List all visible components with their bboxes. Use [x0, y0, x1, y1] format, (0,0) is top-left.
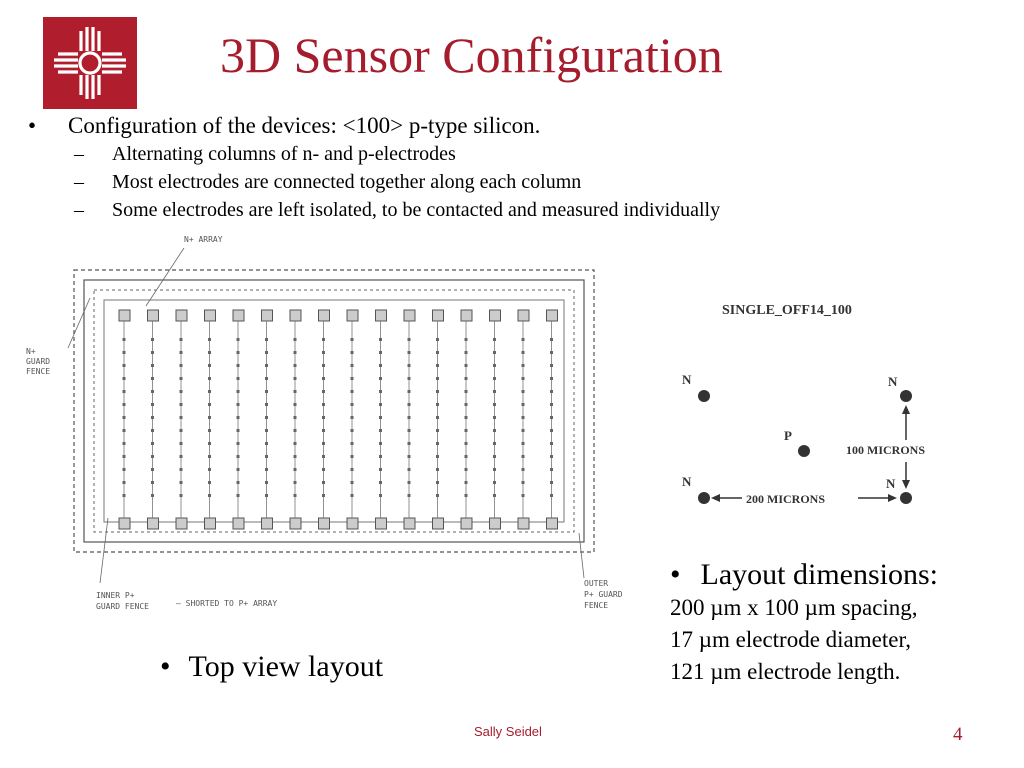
page-title: 3D Sensor Configuration [220, 27, 723, 83]
electrode-spacing-diagram [654, 286, 988, 548]
electrode-dot [208, 494, 211, 497]
electrode-dot [408, 442, 411, 445]
electrode-dot [550, 377, 553, 380]
top-view-caption-text: Top view layout [188, 650, 384, 683]
electrode-dot [379, 351, 382, 354]
electrode-dot [151, 338, 154, 341]
electrode-dot [123, 390, 126, 393]
electrode-dot [465, 481, 468, 484]
electrode-dot [550, 429, 553, 432]
electrode-dot [265, 390, 268, 393]
electrode-dot [265, 442, 268, 445]
bullet-list [28, 112, 1008, 224]
bullet-marker: • [28, 113, 37, 138]
electrode-dot [322, 429, 325, 432]
electrode-dot [493, 442, 496, 445]
electrode-dot [322, 364, 325, 367]
electrode-dot [294, 494, 297, 497]
electrode-dot [436, 455, 439, 458]
electrode-dot [436, 442, 439, 445]
electrode-dot [465, 377, 468, 380]
electrode-dot [294, 338, 297, 341]
sub-bullet [28, 168, 1008, 196]
layout-line: 200 µm x 100 µm spacing, [670, 595, 918, 620]
electrode-dot [180, 455, 183, 458]
electrode-dot [408, 468, 411, 471]
electrode-dot [379, 416, 382, 419]
sub-bullet-text: Some electrodes are left isolated, to be contacted and measured individually [112, 199, 721, 221]
electrode-dot [522, 481, 525, 484]
outer-guard-label-3: FENCE [584, 601, 609, 610]
electrode-dot [322, 377, 325, 380]
electrode-dot [208, 481, 211, 484]
electrode-dot [493, 468, 496, 471]
electrode-dot [180, 351, 183, 354]
electrode-dot [522, 390, 525, 393]
electrode-dot [123, 416, 126, 419]
bond-pad [176, 310, 187, 321]
electrode-dot [408, 338, 411, 341]
electrode-dot [436, 377, 439, 380]
electrode-dot [465, 403, 468, 406]
outer-guard-label-2: P+ GUARD [584, 590, 623, 599]
electrode-dot [465, 442, 468, 445]
sub-bullet-text: Most electrodes are connected together along each column [112, 171, 582, 193]
bond-pad [119, 518, 130, 529]
electrode-dot [180, 338, 183, 341]
sensor-layout-drawing [24, 228, 632, 642]
electrode-dot [408, 481, 411, 484]
electrode-dot [379, 494, 382, 497]
bond-pad [205, 518, 216, 529]
electrode-dot [265, 416, 268, 419]
electrode-dot [208, 377, 211, 380]
electrode-dot [408, 390, 411, 393]
electrode-dot [493, 377, 496, 380]
electrode-dot [522, 455, 525, 458]
electrode-dot [294, 403, 297, 406]
electrode-dot [522, 364, 525, 367]
electrode-n [900, 390, 912, 402]
electrode-dot [379, 390, 382, 393]
electrode-dot [151, 390, 154, 393]
electrode-dot [351, 377, 354, 380]
electrode-dot [322, 481, 325, 484]
electrode-dot [237, 338, 240, 341]
bond-pad [518, 518, 529, 529]
electrode-dot [208, 403, 211, 406]
electrode-dot [265, 338, 268, 341]
electrode-dot [180, 416, 183, 419]
electrode-dot [322, 455, 325, 458]
bond-pad [176, 518, 187, 529]
electrode-dot [237, 429, 240, 432]
electrode-dot [550, 338, 553, 341]
bond-pad [547, 310, 558, 321]
bond-pad [404, 518, 415, 529]
electrode-dot [351, 403, 354, 406]
bond-pad [262, 518, 273, 529]
electrode-dot [151, 364, 154, 367]
bond-pad [433, 518, 444, 529]
electrode-dot [493, 429, 496, 432]
electrode-dot [123, 481, 126, 484]
electrode-dot [379, 364, 382, 367]
electrode-dot [465, 455, 468, 458]
electrode-dot [550, 494, 553, 497]
zia-sun-icon [43, 17, 137, 109]
electrode-dot [294, 442, 297, 445]
electrode-dot [151, 429, 154, 432]
layout-dimensions [670, 558, 1010, 688]
electrode-dot [379, 403, 382, 406]
electrode-dot [522, 338, 525, 341]
electrode-dot [180, 390, 183, 393]
bond-pad [233, 518, 244, 529]
electrode-dot [151, 468, 154, 471]
sub-bullet-text: Alternating columns of n- and p-electrodes [112, 143, 456, 165]
electrode-dot [465, 416, 468, 419]
electrode-n [698, 390, 710, 402]
electrode-dot [493, 416, 496, 419]
electrode-dot [322, 442, 325, 445]
electrode-dot [493, 364, 496, 367]
electrode-dot [465, 429, 468, 432]
electrode-dot [322, 416, 325, 419]
bond-pad [433, 310, 444, 321]
sub-bullet [28, 196, 1008, 224]
electrode-dot [351, 416, 354, 419]
electrode-dot [294, 416, 297, 419]
electrode-dot [294, 455, 297, 458]
electrode-dot [522, 403, 525, 406]
electrode-dot [237, 364, 240, 367]
electrode-dot [522, 377, 525, 380]
electrode-dot [493, 481, 496, 484]
electrode-dot [408, 351, 411, 354]
electrode-dot [294, 390, 297, 393]
inner-guard-label-1: INNER P+ [96, 591, 135, 600]
electrode-dot [351, 494, 354, 497]
electrode-dot [180, 364, 183, 367]
detail-title: SINGLE_OFF14_100 [722, 303, 852, 318]
electrode-dot [465, 364, 468, 367]
bond-pad [319, 310, 330, 321]
bullet-marker: • [160, 650, 171, 683]
bond-pad [376, 518, 387, 529]
electrode-dot [550, 442, 553, 445]
electrode-dot [151, 351, 154, 354]
electrode-dot [522, 429, 525, 432]
electrode-dot [151, 494, 154, 497]
electrode-n [698, 492, 710, 504]
inner-guard-label-2: GUARD FENCE [96, 602, 149, 611]
electrode-dot [123, 364, 126, 367]
electrode-dot [294, 364, 297, 367]
electrode-dot [436, 364, 439, 367]
electrode-dot [379, 429, 382, 432]
electrode-dot [294, 429, 297, 432]
electrode-dot [436, 416, 439, 419]
electrode-dot [151, 442, 154, 445]
electrode-dot [322, 403, 325, 406]
electrode-dot [522, 468, 525, 471]
bond-pad [376, 310, 387, 321]
electrode-dot [379, 468, 382, 471]
electrode-dot [294, 351, 297, 354]
bond-pad [518, 310, 529, 321]
electrode-dot [550, 481, 553, 484]
electrode-dot [550, 364, 553, 367]
horizontal-dim-label: 200 MICRONS [746, 492, 826, 506]
electrode-dot [408, 403, 411, 406]
electrode-dot [265, 377, 268, 380]
bond-pad [547, 518, 558, 529]
electrode-dot [123, 377, 126, 380]
bond-pad [148, 518, 159, 529]
electrode-dot [322, 494, 325, 497]
electrode-dot [151, 377, 154, 380]
layout-line: 121 µm electrode length. [670, 659, 901, 684]
electrode-dot [265, 468, 268, 471]
outer-guard-label-1: OUTER [584, 579, 609, 588]
electrode-dot [208, 390, 211, 393]
electrode-dot [465, 468, 468, 471]
bond-pad [290, 518, 301, 529]
electrode-dot [351, 442, 354, 445]
electrode-dot [436, 351, 439, 354]
electrode-dot [208, 442, 211, 445]
electrode-dot [351, 364, 354, 367]
bullet-main [28, 112, 1008, 140]
electrode-dot [123, 351, 126, 354]
electrode-dot [550, 351, 553, 354]
electrode-dot [208, 364, 211, 367]
n-top-left-label: N [682, 372, 692, 387]
bond-pad [461, 310, 472, 321]
bond-pad [148, 310, 159, 321]
electrode-dot [294, 481, 297, 484]
electrode-dot [550, 468, 553, 471]
n-bottom-right-label: N [886, 476, 896, 491]
electrode-dot [180, 468, 183, 471]
p-center-label: P [784, 428, 792, 443]
electrode-dot [436, 429, 439, 432]
electrode-dot [237, 455, 240, 458]
electrode-dot [322, 351, 325, 354]
electrode-dot [265, 455, 268, 458]
electrode-dot [351, 429, 354, 432]
electrode-dot [436, 403, 439, 406]
electrode-dot [151, 481, 154, 484]
electrode-dot [208, 468, 211, 471]
electrode-dot [522, 442, 525, 445]
layout-heading [670, 558, 1010, 592]
bond-pad [490, 518, 501, 529]
electrode-dot [408, 494, 411, 497]
n-array-label: N+ ARRAY [184, 235, 223, 244]
bond-pad [290, 310, 301, 321]
sub-bullet-marker: – [74, 171, 84, 193]
electrode-dot [522, 351, 525, 354]
n-top-right-label: N [888, 374, 898, 389]
bullet-main-text: Configuration of the devices: <100> p-type silicon. [68, 113, 541, 138]
electrode-dot [522, 494, 525, 497]
electrode-dot [379, 338, 382, 341]
bond-pad [262, 310, 273, 321]
electrode-dot [379, 442, 382, 445]
layout-heading-text: Layout dimensions: [700, 558, 938, 591]
vertical-dim-label: 100 MICRONS [846, 443, 926, 457]
electrode-dot [123, 468, 126, 471]
electrode-dot [237, 351, 240, 354]
electrode-dot [237, 494, 240, 497]
bond-pad [233, 310, 244, 321]
electrode-dot [379, 377, 382, 380]
electrode-n [900, 492, 912, 504]
electrode-dot [550, 390, 553, 393]
shorted-label: — SHORTED TO P+ ARRAY [176, 599, 278, 608]
n-guard-label-1: N+ [26, 347, 36, 356]
electrode-dot [436, 494, 439, 497]
electrode-dot [408, 377, 411, 380]
electrode-dot [408, 364, 411, 367]
bond-pad [347, 518, 358, 529]
electrode-dot [322, 468, 325, 471]
electrode-dot [208, 416, 211, 419]
top-view-sketch [24, 228, 632, 642]
bond-pad [404, 310, 415, 321]
electrode-dot [493, 455, 496, 458]
electrode-dot [436, 481, 439, 484]
electrode-dot [208, 429, 211, 432]
spacing-detail-drawing [654, 286, 988, 548]
electrode-dot [265, 481, 268, 484]
n-guard-label-2: GUARD [26, 357, 51, 366]
electrode-dot [493, 403, 496, 406]
electrode-dot [237, 403, 240, 406]
electrode-dot [208, 455, 211, 458]
electrode-dot [408, 416, 411, 419]
bullet-marker: • [670, 558, 681, 591]
electrode-dot [465, 390, 468, 393]
electrode-dot [180, 442, 183, 445]
bond-pad [205, 310, 216, 321]
electrode-dot [208, 338, 211, 341]
electrode-dot [151, 455, 154, 458]
electrode-dot [436, 338, 439, 341]
bond-pad [347, 310, 358, 321]
electrode-dot [151, 416, 154, 419]
electrode-dot [123, 429, 126, 432]
n-bottom-left-label: N [682, 474, 692, 489]
electrode-dot [123, 494, 126, 497]
electrode-dot [237, 468, 240, 471]
electrode-dot [493, 390, 496, 393]
sub-bullet [28, 140, 1008, 168]
electrode-dot [351, 455, 354, 458]
electrode-dot [408, 455, 411, 458]
electrode-dot [294, 377, 297, 380]
electrode-dot [265, 403, 268, 406]
electrode-dot [379, 455, 382, 458]
electrode-dot [237, 481, 240, 484]
electrode-dot [436, 468, 439, 471]
electrode-dot [123, 403, 126, 406]
sub-bullet-marker: – [74, 143, 84, 165]
bond-pad [319, 518, 330, 529]
electrode-dot [265, 364, 268, 367]
bond-pad [119, 310, 130, 321]
electrode-dot [493, 351, 496, 354]
bond-pad [461, 518, 472, 529]
electrode-dot [351, 481, 354, 484]
electrode-dot [180, 494, 183, 497]
electrode-dot [180, 429, 183, 432]
electrode-dot [123, 455, 126, 458]
electrode-p [798, 445, 810, 457]
electrode-dot [265, 494, 268, 497]
electrode-dot [351, 468, 354, 471]
sub-bullet-marker: – [74, 199, 84, 221]
electrode-dot [237, 377, 240, 380]
electrode-dot [493, 494, 496, 497]
electrode-dot [465, 351, 468, 354]
electrode-dot [465, 338, 468, 341]
electrode-dot [151, 403, 154, 406]
electrode-dot [550, 416, 553, 419]
electrode-dot [265, 351, 268, 354]
electrode-dot [379, 481, 382, 484]
electrode-dot [465, 494, 468, 497]
electrode-dot [408, 429, 411, 432]
electrode-dot [265, 429, 268, 432]
electrode-dot [180, 481, 183, 484]
footer-author: Sally Seidel [474, 724, 542, 739]
electrode-dot [351, 390, 354, 393]
layout-line: 17 µm electrode diameter, [670, 627, 911, 652]
electrode-dot [351, 338, 354, 341]
electrode-dot [123, 338, 126, 341]
slide-number: 4 [953, 724, 963, 745]
electrode-dot [322, 338, 325, 341]
electrode-dot [237, 416, 240, 419]
electrode-dot [522, 416, 525, 419]
electrode-dot [351, 351, 354, 354]
electrode-dot [493, 338, 496, 341]
bond-pad [490, 310, 501, 321]
electrode-dot [208, 351, 211, 354]
n-guard-label-3: FENCE [26, 367, 51, 376]
electrode-dot [550, 455, 553, 458]
electrode-dot [322, 390, 325, 393]
electrode-dot [550, 403, 553, 406]
top-view-caption [160, 650, 383, 684]
electrode-dot [180, 403, 183, 406]
electrode-dot [123, 442, 126, 445]
electrode-dot [237, 442, 240, 445]
electrode-dot [237, 390, 240, 393]
electrode-dot [294, 468, 297, 471]
electrode-dot [436, 390, 439, 393]
electrode-dot [180, 377, 183, 380]
